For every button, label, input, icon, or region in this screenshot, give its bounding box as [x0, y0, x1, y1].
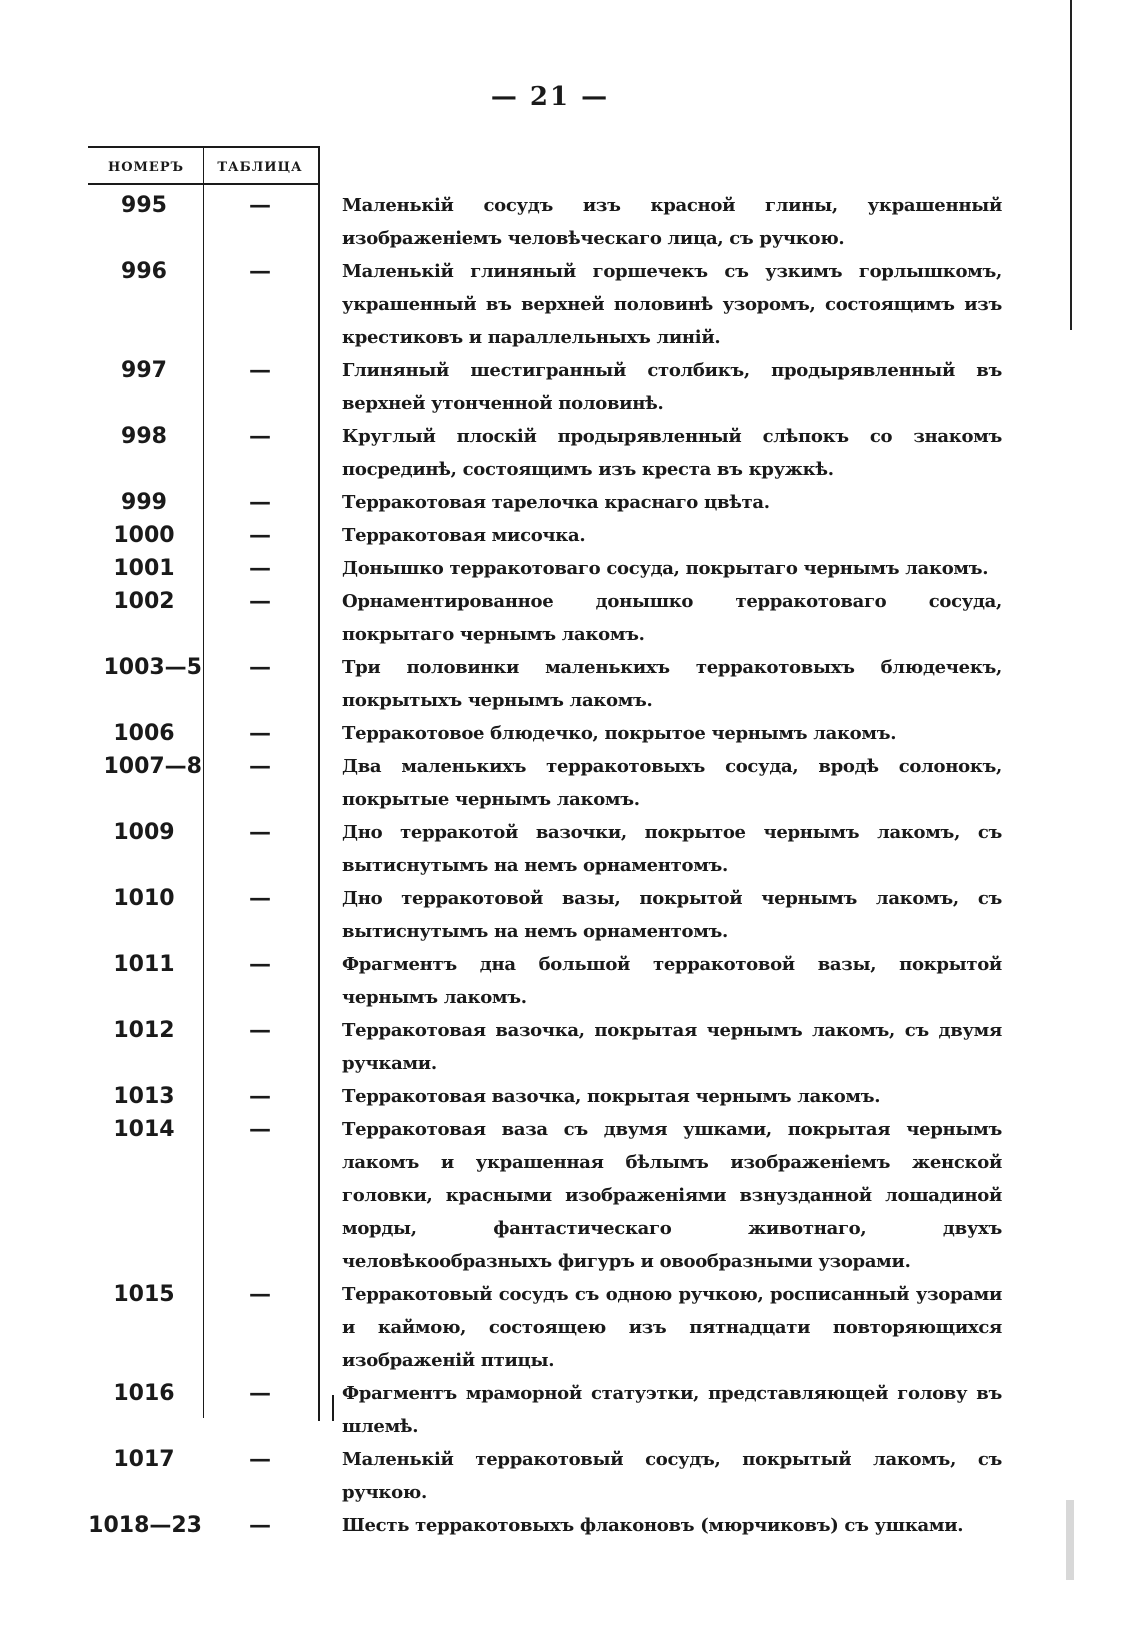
entry-number: 1012 — [113, 1018, 175, 1043]
entry-table-ref: — — [249, 357, 271, 383]
entry-description: Два маленькихъ терракотовыхъ сосуда, вродѣ солонокъ, покрытые чернымъ лакомъ. — [342, 756, 1002, 810]
entry-table-ref: — — [249, 1083, 271, 1109]
entry-table-ref: — — [249, 753, 271, 779]
entry-number: 999 — [121, 490, 167, 515]
catalog-entry — [0, 519, 1100, 552]
entry-table-ref: — — [249, 489, 271, 515]
entry-table-ref: — — [249, 1116, 271, 1142]
entry-number: 1018—23 — [88, 1513, 202, 1538]
entry-table-ref: — — [249, 423, 271, 449]
entry-number: 1002 — [113, 589, 175, 614]
entry-description: Три половинки маленькихъ терракотовыхъ блюдечекъ, покрытыхъ чернымъ лакомъ. — [342, 657, 1002, 711]
entry-number: 997 — [121, 358, 167, 383]
entry-description: Глиняный шестигранный столбикъ, продырявленный въ верхней утонченной половинѣ. — [342, 360, 1002, 414]
entry-description: Терракотовое блюдечко, покрытое чернымъ лакомъ. — [342, 723, 897, 744]
entry-number: 1013 — [113, 1084, 175, 1109]
entry-description: Донышко терракотоваго сосуда, покрытаго чернымъ лакомъ. — [342, 558, 989, 579]
entry-table-ref: — — [249, 192, 271, 218]
entry-number: 996 — [121, 259, 167, 284]
catalog-entry — [0, 1080, 1100, 1113]
entry-description: Шесть терракотовыхъ флаконовъ (мюрчиковъ) съ ушками. — [342, 1515, 964, 1536]
catalog-entries — [0, 189, 1100, 1542]
column-header-table: ТАБЛИЦА — [217, 160, 303, 175]
scan-edge-line — [1070, 0, 1072, 330]
catalog-entry — [0, 717, 1100, 750]
catalog-entry — [0, 1113, 1100, 1278]
catalog-entry — [0, 1443, 1100, 1509]
entry-table-ref: — — [249, 555, 271, 581]
catalog-entry — [0, 354, 1100, 420]
entry-number: 1006 — [113, 721, 175, 746]
entry-table-ref: — — [249, 522, 271, 548]
entry-number: 1000 — [113, 523, 175, 548]
entry-number: 1015 — [113, 1282, 175, 1307]
entry-number: 1017 — [113, 1447, 175, 1472]
catalog-entry — [0, 750, 1100, 816]
entry-number: 1003—5 — [103, 655, 202, 680]
entry-number: 1007—8 — [103, 754, 202, 779]
catalog-entry — [0, 585, 1100, 651]
entry-table-ref: — — [249, 1281, 271, 1307]
entry-description: Маленькій терракотовый сосудъ, покрытый лакомъ, съ ручкою. — [342, 1449, 1002, 1503]
entry-description: Фрагментъ дна большой терракотовой вазы, покрытой чернымъ лакомъ. — [342, 954, 1002, 1008]
entry-description: Терракотовая мисочка. — [342, 525, 586, 546]
catalog-entry — [0, 651, 1100, 717]
catalog-entry — [0, 948, 1100, 1014]
catalog-entry — [0, 1377, 1100, 1443]
entry-table-ref: — — [249, 1380, 271, 1406]
entry-description: Терракотовая тарелочка краснаго цвѣта. — [342, 492, 770, 513]
entry-description: Терракотовая вазочка, покрытая чернымъ лакомъ, съ двумя ручками. — [342, 1020, 1002, 1074]
entry-table-ref: — — [249, 819, 271, 845]
entry-description: Терракотовая ваза съ двумя ушками, покрытая чернымъ лакомъ и украшенная бѣлымъ изображеніемъ женской головки, красными изображеніями взнузданной лошадиной морды, фантастическаго животнаго, двухъ человѣкообразныхъ фигуръ и овообразными узорами. — [342, 1119, 1002, 1272]
catalog-entry — [0, 816, 1100, 882]
catalog-entry — [0, 255, 1100, 354]
catalog-entry — [0, 420, 1100, 486]
entry-description: Маленькій сосудъ изъ красной глины, украшенный изображеніемъ человѣческаго лица, съ ручкою. — [342, 195, 1002, 249]
entry-description: Круглый плоскій продырявленный слѣпокъ со знакомъ посрединѣ, состоящимъ изъ креста въ кружкѣ. — [342, 426, 1002, 480]
entry-description: Фрагментъ мраморной статуэтки, представляющей голову въ шлемѣ. — [342, 1383, 1002, 1437]
catalog-entry — [0, 1014, 1100, 1080]
entry-number: 1010 — [113, 886, 175, 911]
catalog-entry — [0, 882, 1100, 948]
entry-description: Маленькій глиняный горшечекъ съ узкимъ горлышкомъ, украшенный въ верхней половинѣ узоромъ, состоящимъ изъ крестиковъ и параллельныхъ линій. — [342, 261, 1002, 348]
page-number: — 21 — — [490, 82, 610, 112]
entry-table-ref: — — [249, 1512, 271, 1538]
entry-table-ref: — — [249, 1446, 271, 1472]
entry-table-ref: — — [249, 951, 271, 977]
entry-description: Дно терракотовой вазы, покрытой чернымъ лакомъ, съ вытиснутымъ на немъ орнаментомъ. — [342, 888, 1002, 942]
entry-number: 1009 — [113, 820, 175, 845]
entry-description: Дно терракотой вазочки, покрытое чернымъ лакомъ, съ вытиснутымъ на немъ орнаментомъ. — [342, 822, 1002, 876]
column-header-number: НОМЕРЪ — [107, 160, 185, 175]
entry-description: Терракотовый сосудъ съ одною ручкою, росписанный узорами и каймою, состоящею изъ пятнадцати повторяющихся изображеній птицы. — [342, 1284, 1002, 1371]
catalog-entry — [0, 1509, 1100, 1542]
entry-number: 1014 — [113, 1117, 175, 1142]
entry-table-ref: — — [249, 588, 271, 614]
entry-description: Терракотовая вазочка, покрытая чернымъ лакомъ. — [342, 1086, 881, 1107]
catalog-entry — [0, 189, 1100, 255]
catalog-entry — [0, 552, 1100, 585]
entry-number: 1016 — [113, 1381, 175, 1406]
entry-table-ref: — — [249, 654, 271, 680]
entry-table-ref: — — [249, 258, 271, 284]
entry-table-ref: — — [249, 1017, 271, 1043]
scan-edge-shadow — [1066, 1500, 1074, 1580]
catalog-entry — [0, 1278, 1100, 1377]
entry-description: Орнаментированное донышко терракотоваго сосуда, покрытаго чернымъ лакомъ. — [342, 591, 1002, 645]
entry-number: 995 — [121, 193, 167, 218]
entry-table-ref: — — [249, 720, 271, 746]
entry-table-ref: — — [249, 885, 271, 911]
entry-number: 998 — [121, 424, 167, 449]
entry-number: 1001 — [113, 556, 175, 581]
entry-number: 1011 — [113, 952, 175, 977]
catalog-entry — [0, 486, 1100, 519]
